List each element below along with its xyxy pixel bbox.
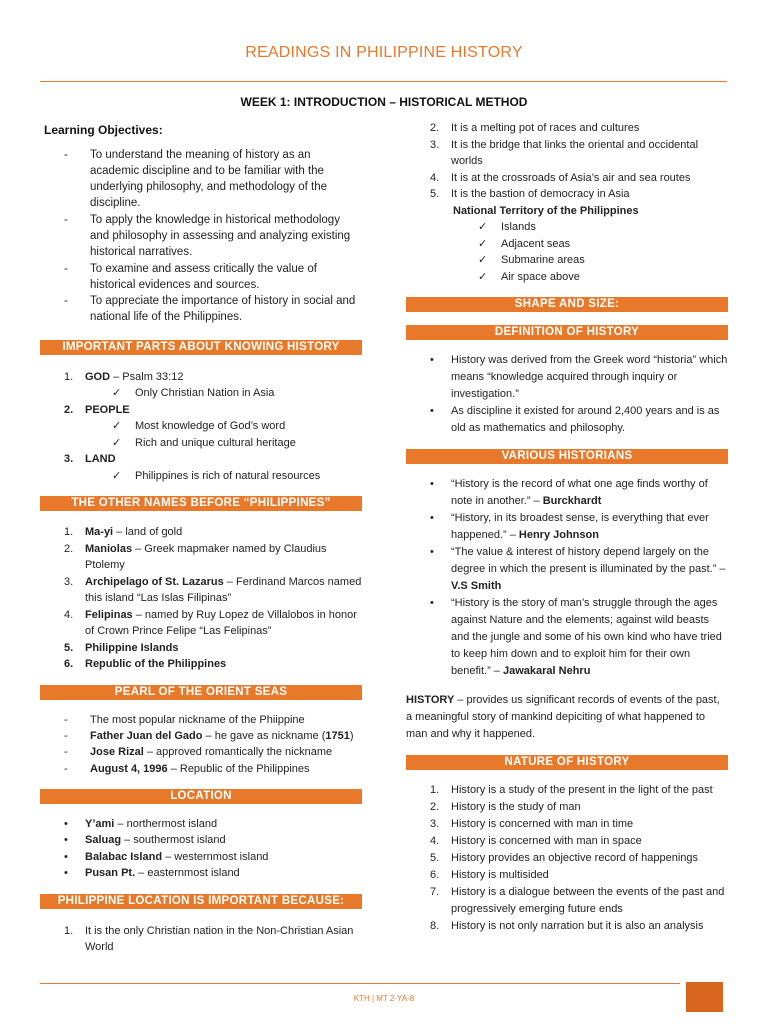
list-item: • “History is the story of man’s struggle through the ages against Nature and the elements; against wild beasts and the jungle and some of his own kind who have tried to keep him down and to exploit him for their own benefit.” – Jawakaral Nehru [406, 595, 728, 680]
section-banner-pearl: PEARL OF THE ORIENT SEAS [40, 685, 362, 700]
footer-decoration [686, 982, 723, 1012]
list-item: 3. LAND [64, 453, 116, 466]
nature-list [406, 782, 728, 935]
list-item: 1. History is a study of the present in the light of the past [430, 784, 713, 796]
check-item: ✓ Air space above [406, 269, 728, 286]
list-item: 4. It is at the crossroads of Asia’s air and sea routes [430, 171, 691, 184]
check-item: ✓ Islands [406, 219, 728, 236]
section-banner-location: LOCATION [40, 789, 362, 804]
footer-rule [40, 983, 680, 984]
section-banner-other-names: THE OTHER NAMES BEFORE “PHILIPPINES” [40, 496, 362, 511]
national-territory-list [406, 219, 728, 285]
list-item: • “The value & interest of history depend largely on the degree in which the present is illuminated by the past.” – V.S Smith [406, 544, 728, 595]
important-parts-list [40, 369, 362, 386]
check-item: ✓ Most knowledge of God’s word [40, 418, 362, 435]
section-banner-historians: VARIOUS HISTORIANS [406, 449, 728, 464]
list-item: 5. History provides an objective record of happenings [430, 852, 699, 864]
section-banner-important-parts: IMPORTANT PARTS ABOUT KNOWING HISTORY [40, 340, 362, 355]
section-banner-nature: NATURE OF HISTORY [406, 755, 728, 770]
list-item: 4. History is concerned with man in space [430, 835, 642, 847]
check-item: ✓ Rich and unique cultural heritage [40, 435, 362, 452]
history-definition-paragraph: HISTORY – provides us significant records of events of the past, a meaningful story of mankind depiciting of what happened to man and why it happened. [406, 694, 720, 740]
check-item: ✓ Only Christian Nation in Asia [40, 385, 362, 402]
list-item: 3. Archipelago of St. Lazarus – Ferdinand Marcos named this island “Las Islas Filipinas” [64, 575, 362, 605]
pearl-list [40, 712, 362, 777]
list-item: - To appreciate the importance of history in social and national life of the Philippines. [40, 293, 362, 326]
check-item: ✓ Philippines is rich of natural resources [40, 468, 362, 485]
list-item: 3. It is the bridge that links the oriental and occidental worlds [430, 138, 699, 167]
left-column [40, 120, 362, 956]
check-item: ✓ Submarine areas [406, 252, 728, 269]
section-banner-shape-size: SHAPE AND SIZE: [406, 297, 728, 312]
location-important-list-continued [406, 120, 728, 203]
list-item: 8. History is not only narration but it is also an analysis [430, 920, 704, 932]
location-list [40, 816, 362, 882]
list-item: 7. History is a dialogue between the events of the past and progressively emerging future ends [430, 886, 725, 915]
list-item: • “History, in its broadest sense, is everything that ever happened.” – Henry Johnson [406, 510, 728, 544]
list-item: 5. It is the bastion of democracy in Asia [430, 188, 630, 200]
list-item: - August 4, 1996 – Republic of the Philippines [40, 761, 362, 777]
list-item: • Pusan Pt. – easternmost island [40, 865, 362, 882]
list-item: 6. History is multisided [430, 869, 549, 881]
historians-list [406, 476, 728, 680]
list-item: - The most popular nickname of the Phiippine [40, 712, 362, 728]
national-territory-heading: National Territory of the Philippines [453, 204, 639, 217]
list-item: 2. PEOPLE [64, 403, 130, 416]
list-item: • History was derived from the Greek word “historia” which means “knowledge acquired through inquiry or investigation.” [406, 352, 728, 403]
list-item: 1. Ma-yi – land of gold [64, 526, 183, 539]
definition-list [406, 352, 728, 437]
other-names-list [40, 524, 362, 673]
list-item: • As discipline it existed for around 2,400 years and is as old as mathematics and philosophy. [406, 403, 728, 437]
list-item: - Jose Rizal – approved romantically the nickname [40, 744, 362, 760]
list-item: 4. Felipinas – named by Ruy Lopez de Villalobos in honor of Crown Prince Felipe “Las Felipinas” [64, 608, 357, 638]
page-title: READINGS IN PHILIPPINE HISTORY [245, 44, 523, 61]
list-item: - To examine and assess critically the value of historical evidences and sources. [40, 261, 362, 294]
header-rule [40, 81, 727, 82]
list-item: - To apply the knowledge in historical methodology and philosophy in assessing and analyzing existing historical narratives. [40, 212, 362, 261]
section-banner-location-important: PHILIPPINE LOCATION IS IMPORTANT BECAUSE: [40, 894, 362, 909]
list-item: 1. It is the only Christian nation in the Non-Christian Asian World [64, 924, 354, 954]
list-item: • “History is the record of what one age finds worthy of note in another.” – Burckhardt [406, 476, 728, 510]
list-item: 1. GOD – Psalm 33:12 [64, 370, 184, 383]
learning-objectives-list [40, 147, 362, 326]
list-item: 5. Philippine Islands [64, 641, 179, 654]
list-item: 3. History is concerned with man in time [430, 818, 634, 830]
check-item: ✓ Adjacent seas [406, 236, 728, 253]
location-important-list [40, 923, 362, 956]
list-item: • Balabac Island – westernmost island [40, 849, 362, 866]
list-item: - Father Juan del Gado – he gave as nickname (1751) [40, 728, 362, 744]
list-item: • Y’ami – northermost island [40, 816, 362, 833]
list-item: 6. Republic of the Philippines [64, 658, 227, 671]
section-banner-definition: DEFINITION OF HISTORY [406, 325, 728, 340]
week-title: WEEK 1: INTRODUCTION – HISTORICAL METHOD [240, 95, 528, 109]
footer-text: KTH | MT 2-YA-8 [353, 994, 415, 1003]
list-item: 2. It is a melting pot of races and cultures [430, 122, 640, 134]
right-column [406, 120, 728, 935]
list-item: - To understand the meaning of history as an academic discipline and to be familiar with the underlying philosophy, and methodology of the discipline. [40, 147, 362, 212]
list-item: • Saluag – southermost island [40, 832, 362, 849]
list-item: 2. History is the study of man [430, 801, 581, 813]
list-item: 2. Maniolas – Greek mapmaker named by Claudius Ptolemy [64, 542, 327, 572]
learning-objectives-heading: Learning Objectives: [44, 123, 163, 137]
